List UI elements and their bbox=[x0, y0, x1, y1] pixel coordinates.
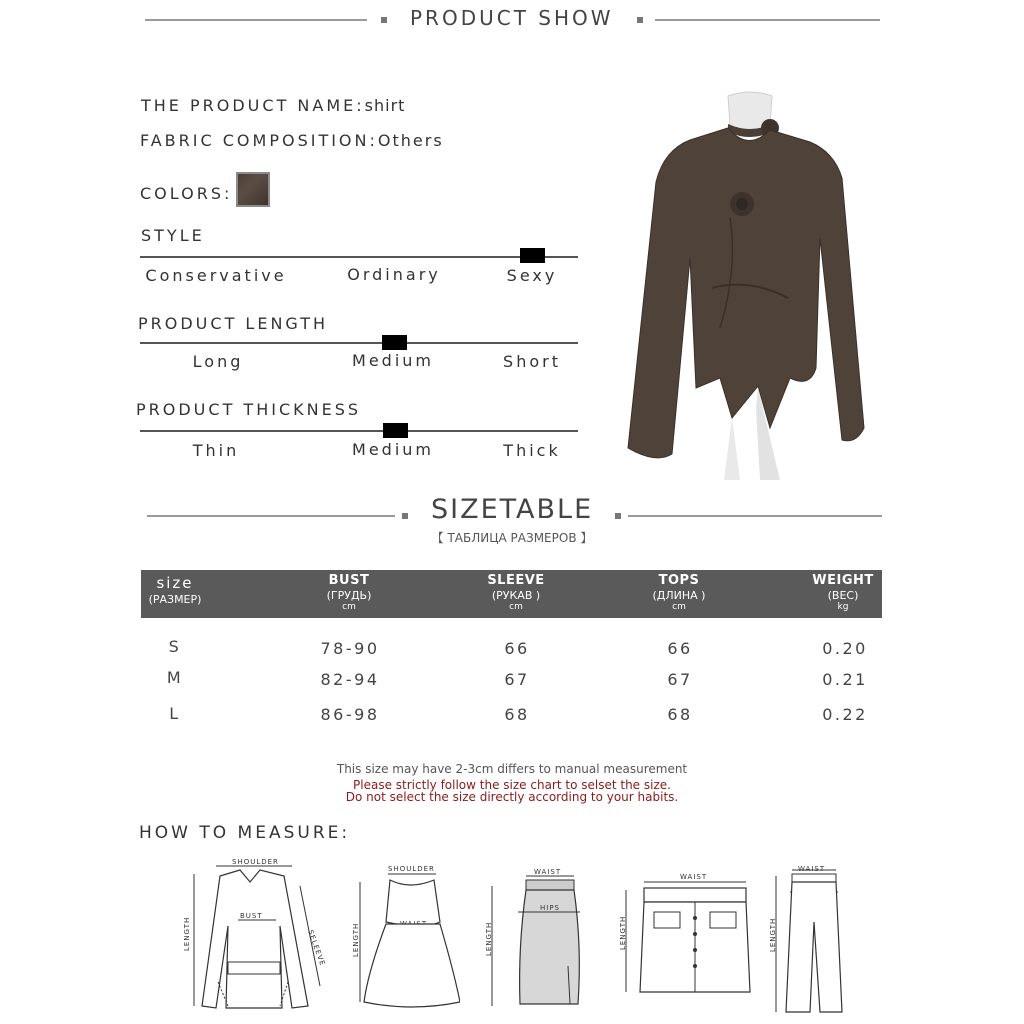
cell-tops: 66 bbox=[667, 639, 693, 658]
style-marker bbox=[520, 248, 545, 263]
thickness-option-thin: Thin bbox=[192, 441, 240, 460]
length-option-medium: Medium bbox=[352, 351, 434, 370]
cell-tops: 67 bbox=[667, 670, 693, 689]
shoulder-label: SHOULDER bbox=[232, 858, 279, 866]
length-label-1: LENGTH bbox=[183, 916, 191, 951]
divider-left bbox=[145, 19, 367, 21]
thickness-option-thick: Thick bbox=[503, 441, 561, 460]
bust-label: BUST bbox=[240, 912, 263, 920]
sizetable-divider-left bbox=[147, 515, 395, 517]
thickness-label: PRODUCT THICKNESS bbox=[136, 400, 361, 419]
divider-dot bbox=[381, 17, 387, 23]
shorts-measure-diagram bbox=[618, 868, 768, 998]
cell-bust: 86-98 bbox=[320, 705, 380, 724]
product-image bbox=[620, 88, 880, 480]
divider-dot bbox=[615, 513, 621, 519]
product-name-row bbox=[141, 96, 405, 115]
header-sleeve: SLEEVE (РУКАВ ) cm bbox=[487, 573, 545, 612]
length-marker bbox=[382, 335, 407, 350]
dress-measure-diagram bbox=[350, 862, 460, 1012]
style-option-conservative: Conservative bbox=[145, 266, 287, 285]
cell-sleeve: 67 bbox=[504, 670, 530, 689]
sizetable-divider-right bbox=[628, 515, 882, 517]
product-show-title: PRODUCT SHOW bbox=[410, 6, 614, 30]
cell-size: M bbox=[166, 668, 184, 687]
waist-label: WAIST bbox=[798, 865, 826, 873]
cell-tops: 68 bbox=[667, 705, 693, 724]
waist-label: WAIST bbox=[680, 873, 708, 881]
cell-weight: 0.20 bbox=[822, 639, 868, 658]
cell-weight: 0.21 bbox=[822, 670, 868, 689]
style-option-ordinary: Ordinary bbox=[347, 265, 441, 284]
divider-right bbox=[655, 19, 880, 21]
header-bust: BUST (ГРУДЬ) cm bbox=[326, 573, 372, 612]
length-option-long: Long bbox=[192, 352, 244, 371]
header-weight: WEIGHT (ВЕС) kg bbox=[812, 573, 874, 612]
thickness-scale-line bbox=[140, 430, 578, 432]
colors-label: COLORS: bbox=[140, 184, 233, 203]
thickness-marker bbox=[383, 423, 408, 438]
length-scale-line bbox=[140, 342, 578, 344]
fabric-value: Others bbox=[377, 131, 444, 150]
length-option-short: Short bbox=[503, 352, 561, 371]
jacket-measure-diagram bbox=[180, 856, 330, 1016]
cell-size: L bbox=[169, 704, 181, 723]
size-warning-1: Please strictly follow the size chart to selset the size. bbox=[353, 778, 671, 792]
waist-label: WAIST bbox=[534, 868, 562, 876]
fabric-label: FABRIC COMPOSITION: bbox=[140, 131, 378, 150]
header-size: size (РАЗМЕР) bbox=[148, 574, 202, 606]
sizetable-subtitle: 【 ТАБЛИЦА РАЗМЕРОВ 】 bbox=[431, 531, 593, 545]
length-label: PRODUCT LENGTH bbox=[138, 314, 329, 333]
length-label-3: LENGTH bbox=[485, 921, 493, 956]
sizetable-title: SIZETABLE bbox=[431, 494, 594, 525]
cell-weight: 0.22 bbox=[822, 705, 868, 724]
header-tops: TOPS (ДЛИНА ) cm bbox=[652, 573, 706, 612]
divider-dot bbox=[637, 17, 643, 23]
skirt-measure-diagram bbox=[484, 866, 594, 1012]
fabric-row bbox=[140, 131, 444, 150]
color-swatch bbox=[236, 172, 270, 207]
size-warning-2: Do not select the size directly according to your habits. bbox=[345, 790, 679, 804]
length-label-4: LENGTH bbox=[619, 915, 627, 950]
shoulder-label: SHOULDER bbox=[388, 865, 435, 873]
cell-bust: 82-94 bbox=[320, 670, 380, 689]
style-label: STYLE bbox=[141, 226, 205, 245]
style-option-sexy: Sexy bbox=[506, 266, 558, 285]
cell-bust: 78-90 bbox=[320, 639, 380, 658]
sleeve-label: SELEEVE bbox=[306, 928, 327, 968]
pants-measure-diagram bbox=[766, 862, 866, 1018]
product-name-value: shirt bbox=[364, 96, 406, 115]
hips-label: HIPS bbox=[540, 904, 560, 912]
size-note: This size may have 2-3cm differs to manual measurement bbox=[336, 762, 688, 776]
divider-dot bbox=[402, 513, 408, 519]
cell-size: S bbox=[168, 637, 182, 656]
style-scale-line bbox=[140, 256, 578, 258]
length-label-5: LENGTH bbox=[769, 917, 777, 952]
how-to-measure-title: HOW TO MEASURE: bbox=[139, 823, 351, 843]
cell-sleeve: 66 bbox=[504, 639, 530, 658]
length-label-2: LENGTH bbox=[352, 922, 360, 957]
product-name-label: THE PRODUCT NAME: bbox=[141, 96, 365, 115]
thickness-option-medium: Medium bbox=[352, 440, 434, 459]
cell-sleeve: 68 bbox=[504, 705, 530, 724]
